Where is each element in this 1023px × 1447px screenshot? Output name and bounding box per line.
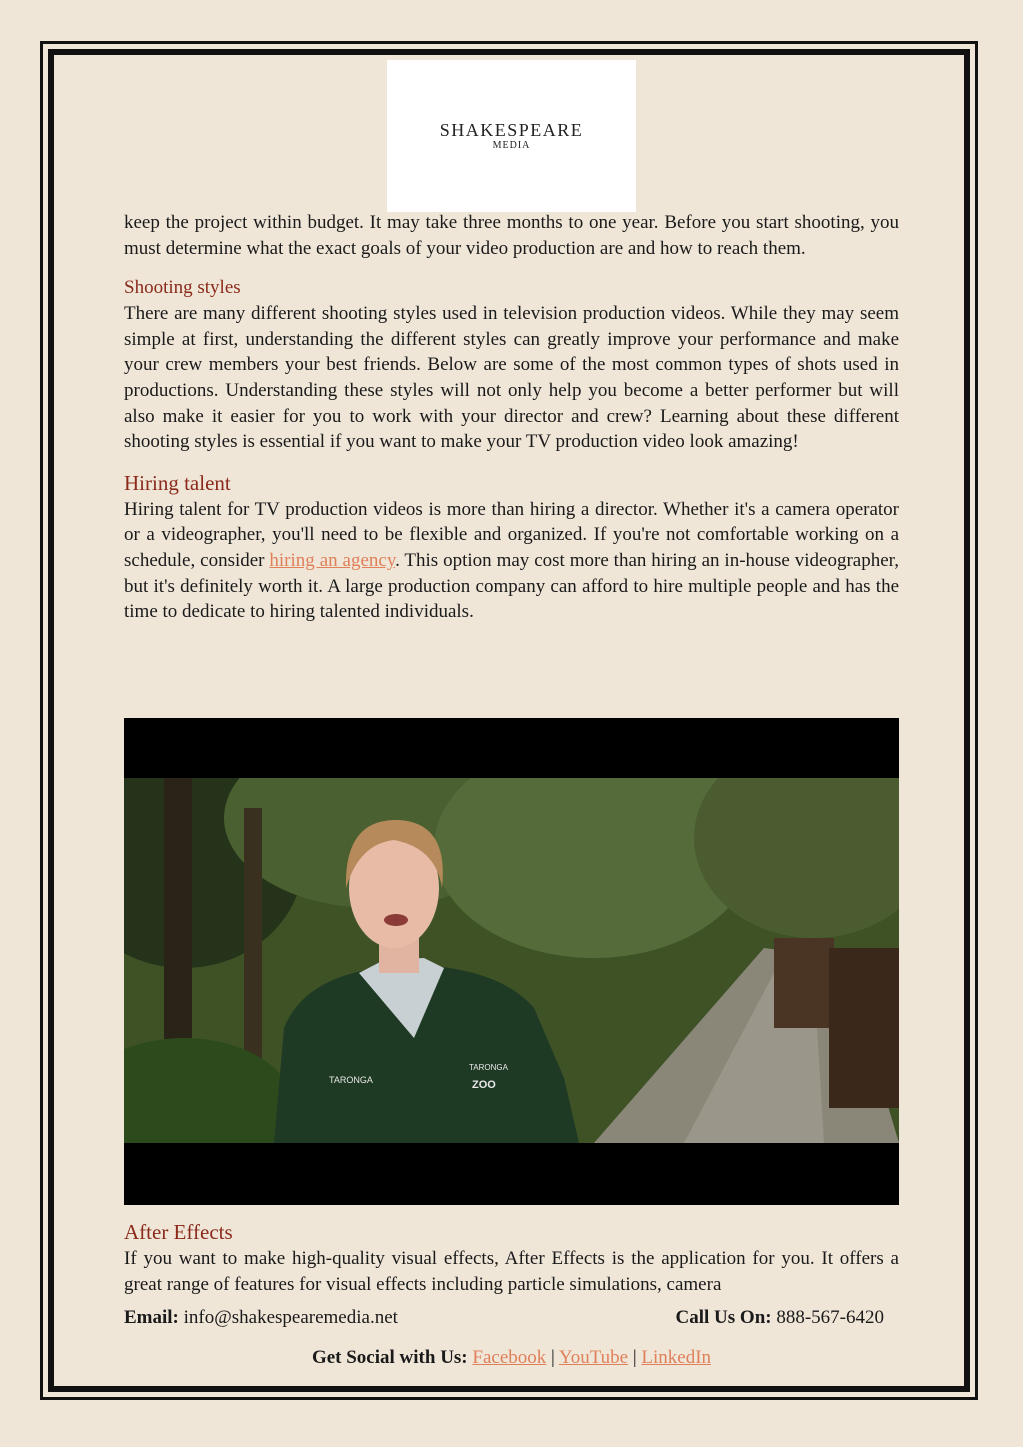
- linkedin-link[interactable]: LinkedIn: [641, 1347, 712, 1368]
- jacket-text-right: TARONGA: [469, 1063, 508, 1072]
- call-value: 888-567-6420: [776, 1307, 884, 1328]
- hiring-talent-paragraph: [124, 497, 899, 625]
- video-still-frame: [124, 778, 899, 1143]
- logo-subtitle: MEDIA: [492, 140, 531, 151]
- embedded-video[interactable]: [124, 718, 899, 1205]
- social-links-row: [0, 1345, 1023, 1371]
- jacket-text-left: TARONGA: [329, 1075, 373, 1085]
- contact-row: [124, 1305, 884, 1331]
- phone-block: [676, 1305, 884, 1331]
- facebook-link[interactable]: Facebook: [472, 1347, 547, 1368]
- after-effects-heading: After Effects: [124, 1220, 233, 1244]
- after-effects-paragraph: If you want to make high-quality visual effects, After Effects is the application for you. It offers a great range of features for visual effects including particle simulations, camera: [124, 1248, 899, 1295]
- email-value: info@shakespearemedia.net: [183, 1307, 398, 1328]
- call-label: Call Us On:: [675, 1307, 772, 1328]
- hiring-talent-heading: Hiring talent: [124, 470, 231, 495]
- hiring-text-after-link: . This option may cost more than hiring an in-house videographer, but it's definitely worth it. A large production company can afford to hire multiple people and has the time to dedicate to hiring talented individuals.: [124, 549, 899, 623]
- logo-wordmark: SHAKESPEARE: [439, 120, 584, 140]
- hiring-agency-link[interactable]: hiring an agency: [269, 549, 396, 571]
- email-label: Email:: [124, 1307, 179, 1328]
- jacket-zoo-text: ZOO: [472, 1079, 496, 1091]
- separator-1: |: [551, 1347, 555, 1368]
- shooting-styles-paragraph: There are many different shooting styles used in television production videos. While they may seem simple at first, understanding the different styles can greatly improve your performance and make your crew members your best friends. Below are some of the most common types of shots used in productions. Understanding these styles will not only help you become a better performer but will also make it easier for you to work with your director and crew? Learning about these different shooting styles is essential if you want to make your TV production video look amazing!: [124, 303, 899, 453]
- email-block: [124, 1307, 398, 1328]
- youtube-link[interactable]: YouTube: [558, 1347, 629, 1368]
- social-label: Get Social with Us:: [311, 1347, 468, 1368]
- video-scene-illustration: [124, 778, 899, 1143]
- hiring-text-before-link: Hiring talent for TV production videos is more than hiring a director. Whether it's a camera operator or a videographer, you'll need to be flexible and organized. If you're not comfortable working on a schedule, consider: [124, 498, 899, 571]
- shooting-styles-heading: Shooting styles: [124, 277, 241, 299]
- after-effects-section: [124, 1218, 899, 1297]
- intro-paragraph: keep the project within budget. It may take three months to one year. Before you start shooting, you must determine what the exact goals of your video production are and how to reach them.: [124, 212, 899, 259]
- article-content: [124, 210, 899, 625]
- separator-2: |: [632, 1347, 637, 1368]
- shakespeare-media-logo: [387, 60, 636, 212]
